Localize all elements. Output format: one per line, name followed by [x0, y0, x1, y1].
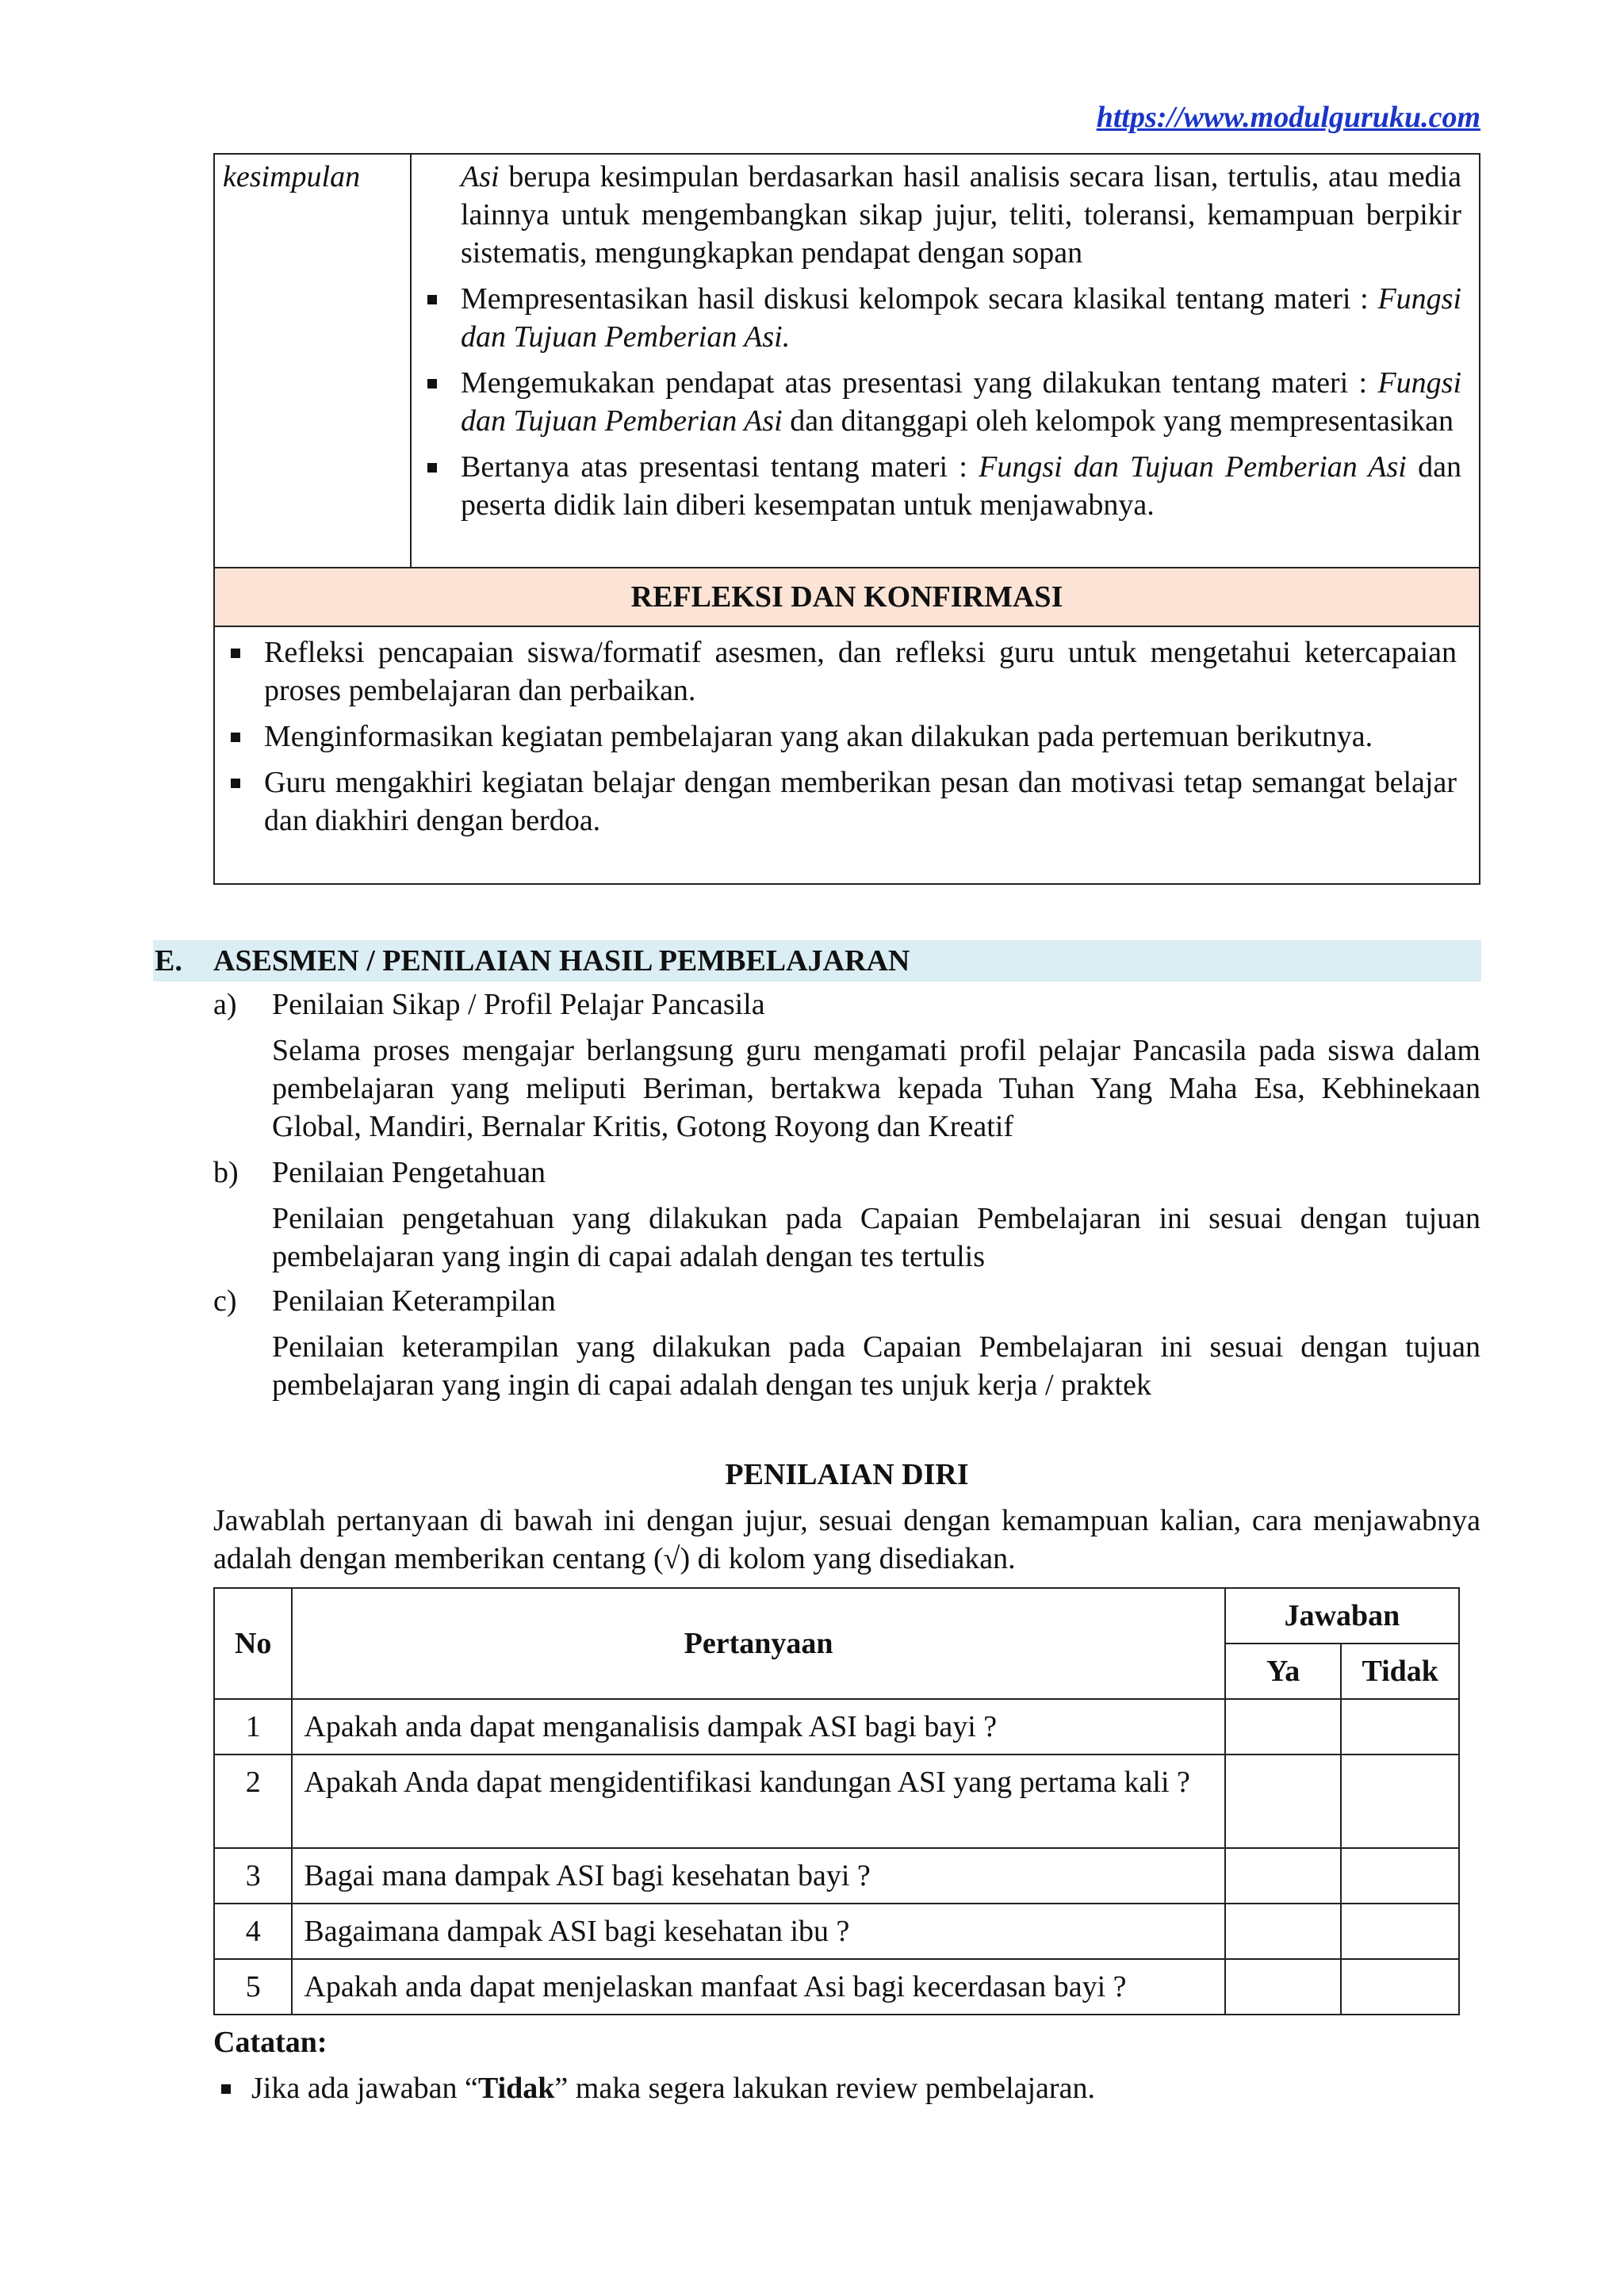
answer-no-cell[interactable] — [1341, 1848, 1459, 1904]
penilaian-diri-title: PENILAIAN DIRI — [725, 1458, 969, 1491]
section-letter: E. — [155, 944, 182, 978]
table-row — [214, 1959, 1459, 2015]
answer-yes-cell[interactable] — [1225, 1904, 1342, 1959]
kesimpulan-content — [419, 155, 1461, 524]
item-marker: a) — [213, 988, 237, 1021]
item-italic: Fungsi dan Tujuan Pemberian Asi — [979, 450, 1407, 484]
refleksi-body — [213, 626, 1480, 885]
answer-no-cell[interactable] — [1341, 1699, 1459, 1755]
item-body: Penilaian keterampilan yang dilakukan pada Capaian Pembelajaran ini sesuai dengan tujuan pembelajaran yang ingin di capai adalah dengan tes unjuk kerja / praktek — [272, 1330, 1480, 1402]
refleksi-header — [213, 567, 1480, 627]
note-text: ” maka segera lakukan review pembelajaran. — [554, 2072, 1095, 2105]
list-item: Guru mengakhiri kegiatan belajar dengan memberikan pesan dan motivasi tetap semangat belajar dan diakhiri dengan berdoa. — [223, 763, 1457, 840]
row-number: 5 — [214, 1959, 292, 2015]
header-answer: Jawaban — [1225, 1588, 1459, 1644]
item-italic: Fungsi dan Tujuan Pemberian Asi — [461, 366, 1461, 438]
answer-yes-cell[interactable] — [1225, 1959, 1342, 2015]
list-item — [419, 364, 1461, 440]
header-question: Pertanyaan — [292, 1588, 1224, 1699]
note-item — [213, 2069, 1519, 2107]
row-number: 2 — [214, 1755, 292, 1848]
table-row — [214, 1699, 1459, 1755]
answer-no-cell[interactable] — [1341, 1755, 1459, 1848]
answer-yes-cell[interactable] — [1225, 1848, 1342, 1904]
row-question: Apakah Anda dapat mengidentifikasi kandungan ASI yang pertama kali ? — [292, 1755, 1224, 1848]
section-title: ASESMEN / PENILAIAN HASIL PEMBELAJARAN — [213, 944, 910, 978]
item-text: Bertanya atas presentasi tentang materi : — [461, 450, 979, 484]
row-question: Bagaimana dampak ASI bagi kesehatan ibu ? — [292, 1904, 1224, 1959]
table-row — [214, 1904, 1459, 1959]
self-assessment-table — [213, 1587, 1460, 2015]
item-heading: Penilaian Sikap / Profil Pelajar Pancasila — [272, 988, 765, 1021]
list-item — [419, 280, 1461, 356]
item-text: Mempresentasikan hasil diskusi kelompok secara klasikal tentang materi : — [461, 282, 1378, 316]
item-text: Mengemukakan pendapat atas presentasi yang dilakukan tentang materi : — [461, 366, 1378, 400]
item-heading: Penilaian Keterampilan — [272, 1284, 556, 1318]
item-body: Selama proses mengajar berlangsung guru mengamati profil pelajar Pancasila pada siswa dalam pembelajaran yang meliputi Beriman, bertakwa kepada Tuhan Yang Maha Esa, Kebhinekaan Global, Mandiri, Bernalar Kritis, Gotong Royong dan Kreatif — [272, 1034, 1480, 1143]
note-bold: Tidak — [477, 2072, 555, 2105]
list-item: Menginformasikan kegiatan pembelajaran yang akan dilakukan pada pertemuan berikutnya. — [223, 718, 1457, 756]
header-yes: Ya — [1225, 1644, 1342, 1699]
note-label: Catatan: — [213, 2026, 327, 2059]
column-divider — [410, 155, 412, 567]
item-tail: dan ditanggapi oleh kelompok yang mempresentasikan — [782, 404, 1454, 438]
website-url-link[interactable]: https://www.modulguruku.com — [1096, 101, 1480, 134]
list-item: Refleksi pencapaian siswa/formatif asesmen, dan refleksi guru untuk mengetahui ketercapaian proses pembelajaran dan perbaikan. — [223, 633, 1457, 710]
kesimpulan-row — [213, 153, 1480, 568]
kesimpulan-intro — [419, 158, 1461, 272]
kesimpulan-label: kesimpulan — [223, 160, 361, 193]
header-no: No — [214, 1588, 292, 1699]
table-row — [214, 1755, 1459, 1848]
section-e-heading — [153, 940, 1481, 982]
row-number: 1 — [214, 1699, 292, 1755]
item-body: Penilaian pengetahuan yang dilakukan pada Capaian Pembelajaran ini sesuai dengan tujuan pembelajaran yang ingin di capai adalah dengan tes tertulis — [272, 1202, 1480, 1273]
list-item — [419, 448, 1461, 524]
refleksi-title: REFLEKSI DAN KONFIRMASI — [630, 580, 1063, 614]
row-number: 4 — [214, 1904, 292, 1959]
answer-yes-cell[interactable] — [1225, 1699, 1342, 1755]
penilaian-diri-instructions: Jawablah pertanyaan di bawah ini dengan jujur, sesuai dengan kemampuan kalian, cara menjawabnya adalah dengan memberikan centang (√) di kolom yang disediakan. — [213, 1504, 1480, 1575]
row-number: 3 — [214, 1848, 292, 1904]
answer-no-cell[interactable] — [1341, 1904, 1459, 1959]
answer-yes-cell[interactable] — [1225, 1755, 1342, 1848]
answer-no-cell[interactable] — [1341, 1959, 1459, 2015]
header-no-answer: Tidak — [1341, 1644, 1459, 1699]
intro-text: berupa kesimpulan berdasarkan hasil analisis secara lisan, tertulis, atau media lainnya untuk mengembangkan sikap jujur, teliti, toleransi, kemampuan berpikir sistematis, mengungkapkan pendapat dengan sopan — [461, 160, 1461, 270]
item-heading: Penilaian Pengetahuan — [272, 1156, 546, 1189]
note-text: Jika ada jawaban “ — [251, 2072, 478, 2105]
item-marker: b) — [213, 1156, 239, 1189]
intro-italic: Asi — [461, 160, 500, 193]
item-marker: c) — [213, 1284, 237, 1318]
row-question: Bagai mana dampak ASI bagi kesehatan bayi ? — [292, 1848, 1224, 1904]
row-question: Apakah anda dapat menjelaskan manfaat Asi bagi kecerdasan bayi ? — [292, 1959, 1224, 2015]
row-question: Apakah anda dapat menganalisis dampak ASI bagi bayi ? — [292, 1699, 1224, 1755]
item-italic: Fungsi dan Tujuan Pemberian Asi. — [461, 282, 1461, 354]
item-tail: dan peserta didik lain diberi kesempatan untuk menjawabnya. — [461, 450, 1461, 522]
table-row — [214, 1848, 1459, 1904]
